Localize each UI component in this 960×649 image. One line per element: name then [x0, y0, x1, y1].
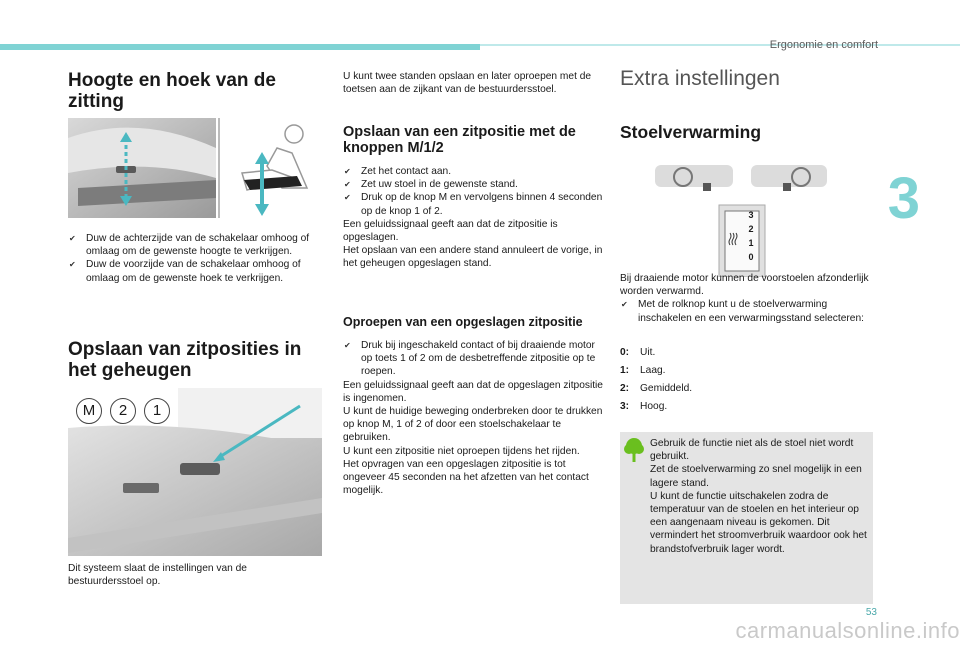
level-item: 2: Gemiddeld. — [620, 383, 693, 394]
image-divider — [218, 118, 220, 218]
level-item: 0: Uit. — [620, 347, 656, 358]
list-item: ✔ Zet het contact aan. — [343, 165, 603, 178]
paragraph: U kunt de functie uitschakelen zodra de temperatuur van de stoelen en het interieur op een aangenaam niveau is gekomen. Dit vermindert het stroomverbruik waardoor ook het brandstofverbruik lager wordt. — [650, 490, 867, 555]
seat-height-instructions — [68, 232, 324, 285]
section-title: Ergonomie en comfort — [769, 39, 878, 51]
save-position-title: Opslaan van een zitpositie met de knoppen M/1/2 — [343, 124, 576, 156]
list-item: ✔ Zet uw stoel in de gewenste stand. — [343, 178, 603, 191]
dial-level: 0 — [748, 252, 754, 262]
list-item: ✔ Duw de voorzijde van de schakelaar omhoog of omlaag om de gewenste hoek te verkrijgen. — [68, 258, 324, 284]
tree-icon — [624, 437, 644, 463]
memory-button-2: 2 — [110, 398, 136, 424]
memory-button-1: 1 — [144, 398, 170, 424]
level-item: 3: Hoog. — [620, 401, 668, 412]
header-accent-line — [480, 44, 960, 46]
page-number: 53 — [865, 607, 877, 618]
list-item: ✔ Duw de achterzijde van de schakelaar omhoog of omlaag om de gewenste hoogte te verkrijgen. — [68, 232, 324, 258]
memory-buttons — [76, 398, 176, 424]
dial-level: 1 — [748, 238, 754, 248]
paragraph: Het opvragen van een opgeslagen zitpositie is tot ongeveer 45 seconden na het afzetten van het contact mogelijk. — [343, 458, 589, 497]
heating-levels — [620, 344, 820, 416]
seat-diagram — [222, 118, 322, 218]
dial-level: 2 — [748, 224, 754, 234]
dial-level: 3 — [748, 210, 754, 220]
memory-button-m: M — [76, 398, 102, 424]
paragraph: U kunt een zitpositie niet oproepen tijdens het rijden. — [343, 445, 580, 457]
paragraph: Het opslaan van een andere stand annuleert de vorige, in het geheugen opgeslagen stand. — [343, 245, 603, 270]
watermark: carmanualsonline.info — [735, 618, 960, 643]
chapter-number: 3 — [887, 166, 920, 231]
header-accent-bar — [0, 44, 480, 50]
extra-settings-title: Extra instellingen — [620, 67, 780, 90]
list-item: ✔ Druk bij ingeschakeld contact of bij draaiende motor op toets 1 of 2 om de desbetreffende zitpositie op te roepen. — [343, 339, 603, 379]
paragraph: U kunt de huidige beweging onderbreken door te drukken op knop M, 1 of 2 of door een stoelschakelaar te gebruiken. — [343, 406, 603, 444]
heating-dial — [740, 208, 762, 268]
list-item: ✔ Met de rolknop kunt u de stoelverwarming inschakelen en een verwarmingsstand selecteren: — [620, 298, 870, 324]
paragraph: Een geluidssignaal geeft aan dat de zitpositie is opgeslagen. — [343, 218, 558, 244]
level-item: 1: Laag. — [620, 365, 666, 376]
paragraph: Gebruik de functie niet als de stoel niet wordt gebruikt. — [650, 438, 854, 463]
paragraph: Een geluidssignaal geeft aan dat de opgeslagen zitpositie is ingenomen. — [343, 379, 603, 404]
memory-title: Opslaan van zitposities in het geheugen — [68, 339, 302, 381]
paragraph: Bij draaiende motor kunnen de voorstoelen afzonderlijk worden verwarmd. — [620, 273, 869, 298]
seat-heating-title: Stoelverwarming — [620, 122, 762, 142]
save-position-steps — [343, 165, 603, 271]
seat-heat-icon — [728, 232, 738, 246]
seat-height-title: Hoogte en hoek van de zitting — [68, 70, 276, 112]
list-item: ✔ Druk op de knop M en vervolgens binnen 4 seconden op de knop 1 of 2. — [343, 191, 603, 217]
recall-position-steps — [343, 339, 603, 497]
memory-caption: Dit systeem slaat de instellingen van de bestuurdersstoel op. — [68, 563, 247, 588]
paragraph: Zet de stoelverwarming zo snel mogelijk in een lagere stand. — [650, 464, 862, 489]
eco-note-text — [650, 437, 868, 556]
seat-switch-image — [68, 118, 216, 218]
recall-position-title: Oproepen van een opgeslagen zitpositie — [343, 315, 583, 329]
memory-intro: U kunt twee standen opslaan en later oproepen met de toetsen aan de zijkant van de bestuurdersstoel. — [343, 71, 592, 96]
seat-heating-instructions — [620, 272, 870, 325]
